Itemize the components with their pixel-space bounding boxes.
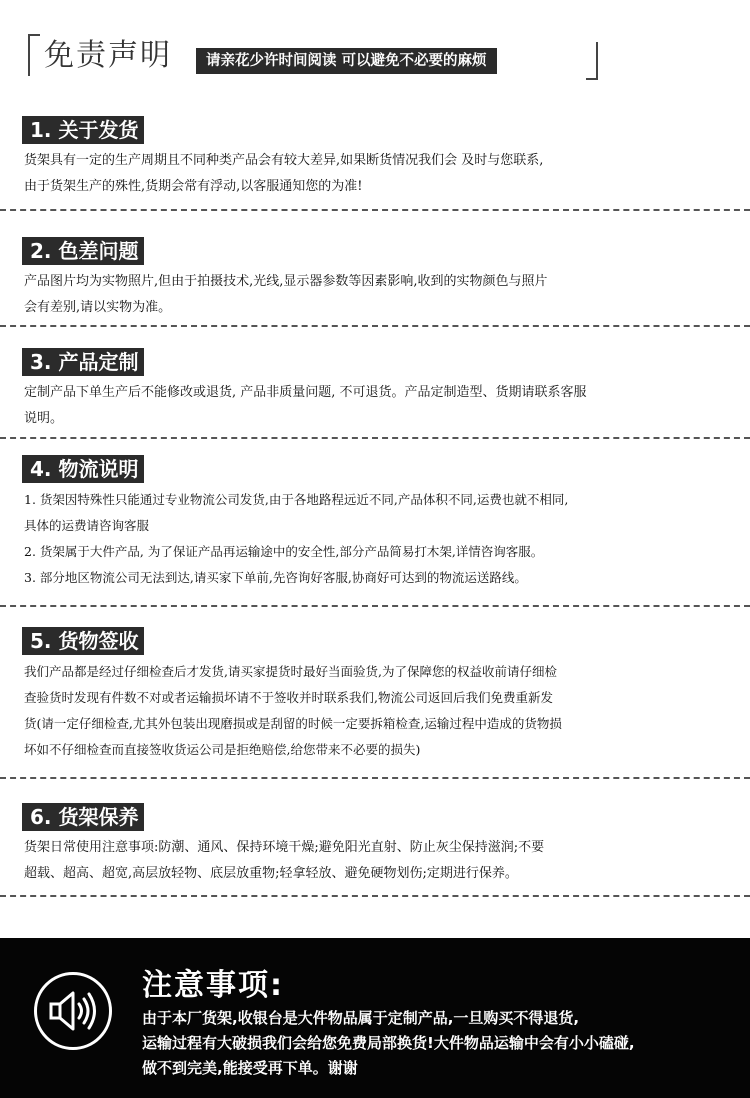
section-line: 货架日常使用注意事项:防潮、通风、保持环境干燥;避免阳光直射、防止灰尘保持滋润;不要 bbox=[24, 840, 545, 855]
section-line: 超载、超高、超宽,高层放轻物、底层放重物;轻拿轻放、避免硬物划伤;定期进行保养。 bbox=[24, 866, 518, 881]
section-line: 由于货架生产的殊性,货期会常有浮动,以客服通知您的为准! bbox=[24, 179, 363, 194]
speaker-icon bbox=[34, 972, 112, 1050]
section-line: 我们产品都是经过仔细检查后才发货,请买家提货时最好当面验货,为了保障您的权益收前请仔细检 bbox=[24, 664, 557, 679]
section-line: 会有差别,请以实物为准。 bbox=[24, 300, 172, 315]
section-body bbox=[24, 487, 744, 591]
section-title: 6. 货架保养 bbox=[22, 803, 144, 831]
section-line: 货(请一定仔细检查,尤其外包装出现磨损或是刮留的时候一定要拆箱检查,运输过程中造成的货物损 bbox=[24, 716, 562, 731]
section-body bbox=[24, 269, 744, 321]
section-line: 2. 货架属于大件产品, 为了保证产品再运输途中的安全性,部分产品简易打木架,详情咨询客服。 bbox=[24, 544, 544, 559]
section-line: 3. 部分地区物流公司无法到达,请买家下单前,先咨询好客服,协商好可达到的物流运送路线。 bbox=[24, 570, 527, 585]
section-title: 2. 色差问题 bbox=[22, 237, 144, 265]
section-line: 1. 货架因特殊性只能通过专业物流公司发货,由于各地路程远近不同,产品体积不同,运费也就不相同, bbox=[24, 492, 569, 507]
notice-line: 做不到完美,能接受再下单。谢谢 bbox=[142, 1059, 358, 1077]
dashed-divider bbox=[0, 325, 750, 327]
section-title: 5. 货物签收 bbox=[22, 627, 144, 655]
section-line: 查验货时发现有件数不对或者运输损坏请不于签收并时联系我们,物流公司返回后我们免费重新发 bbox=[24, 690, 553, 705]
notice-line: 运输过程有大破损我们会给您免费局部换货!大件物品运输中会有小小磕碰, bbox=[142, 1034, 635, 1052]
section-line: 坏如不仔细检查而直接签收货运公司是拒绝赔偿,给您带来不必要的损失) bbox=[24, 742, 421, 757]
section-body bbox=[24, 148, 744, 200]
dashed-divider bbox=[0, 437, 750, 439]
section-title: 1. 关于发货 bbox=[22, 116, 144, 144]
section-line: 货架具有一定的生产周期且不同种类产品会有较大差异,如果断货情况我们会 及时与您联系, bbox=[24, 153, 544, 168]
notice-title: 注意事项: bbox=[142, 968, 284, 1003]
section-line: 定制产品下单生产后不能修改或退货, 产品非质量问题, 不可退货。产品定制造型、货期请联系客服 bbox=[24, 385, 587, 400]
page-title: 免责声明 bbox=[44, 38, 172, 73]
dashed-divider bbox=[0, 209, 750, 211]
section-line: 说明。 bbox=[24, 411, 64, 426]
section-line: 具体的运费请咨询客服 bbox=[24, 518, 150, 533]
bracket-left bbox=[28, 34, 40, 76]
dashed-divider bbox=[0, 777, 750, 779]
notice-footer bbox=[0, 938, 750, 1098]
section-title: 4. 物流说明 bbox=[22, 455, 144, 483]
bracket-right bbox=[586, 42, 598, 80]
dashed-divider bbox=[0, 895, 750, 897]
disclaimer-header bbox=[28, 34, 598, 80]
notice-line: 由于本厂货架,收银台是大件物品属于定制产品,一旦购买不得退货, bbox=[142, 1009, 580, 1027]
section-body bbox=[24, 380, 744, 432]
header-tagline: 请亲花少许时间阅读 可以避免不必要的麻烦 bbox=[196, 48, 497, 74]
dashed-divider bbox=[0, 605, 750, 607]
section-body bbox=[24, 835, 744, 887]
section-title: 3. 产品定制 bbox=[22, 348, 144, 376]
section-body bbox=[24, 659, 744, 763]
section-line: 产品图片均为实物照片,但由于拍摄技术,光线,显示器参数等因素影响,收到的实物颜色与照片 bbox=[24, 274, 548, 289]
